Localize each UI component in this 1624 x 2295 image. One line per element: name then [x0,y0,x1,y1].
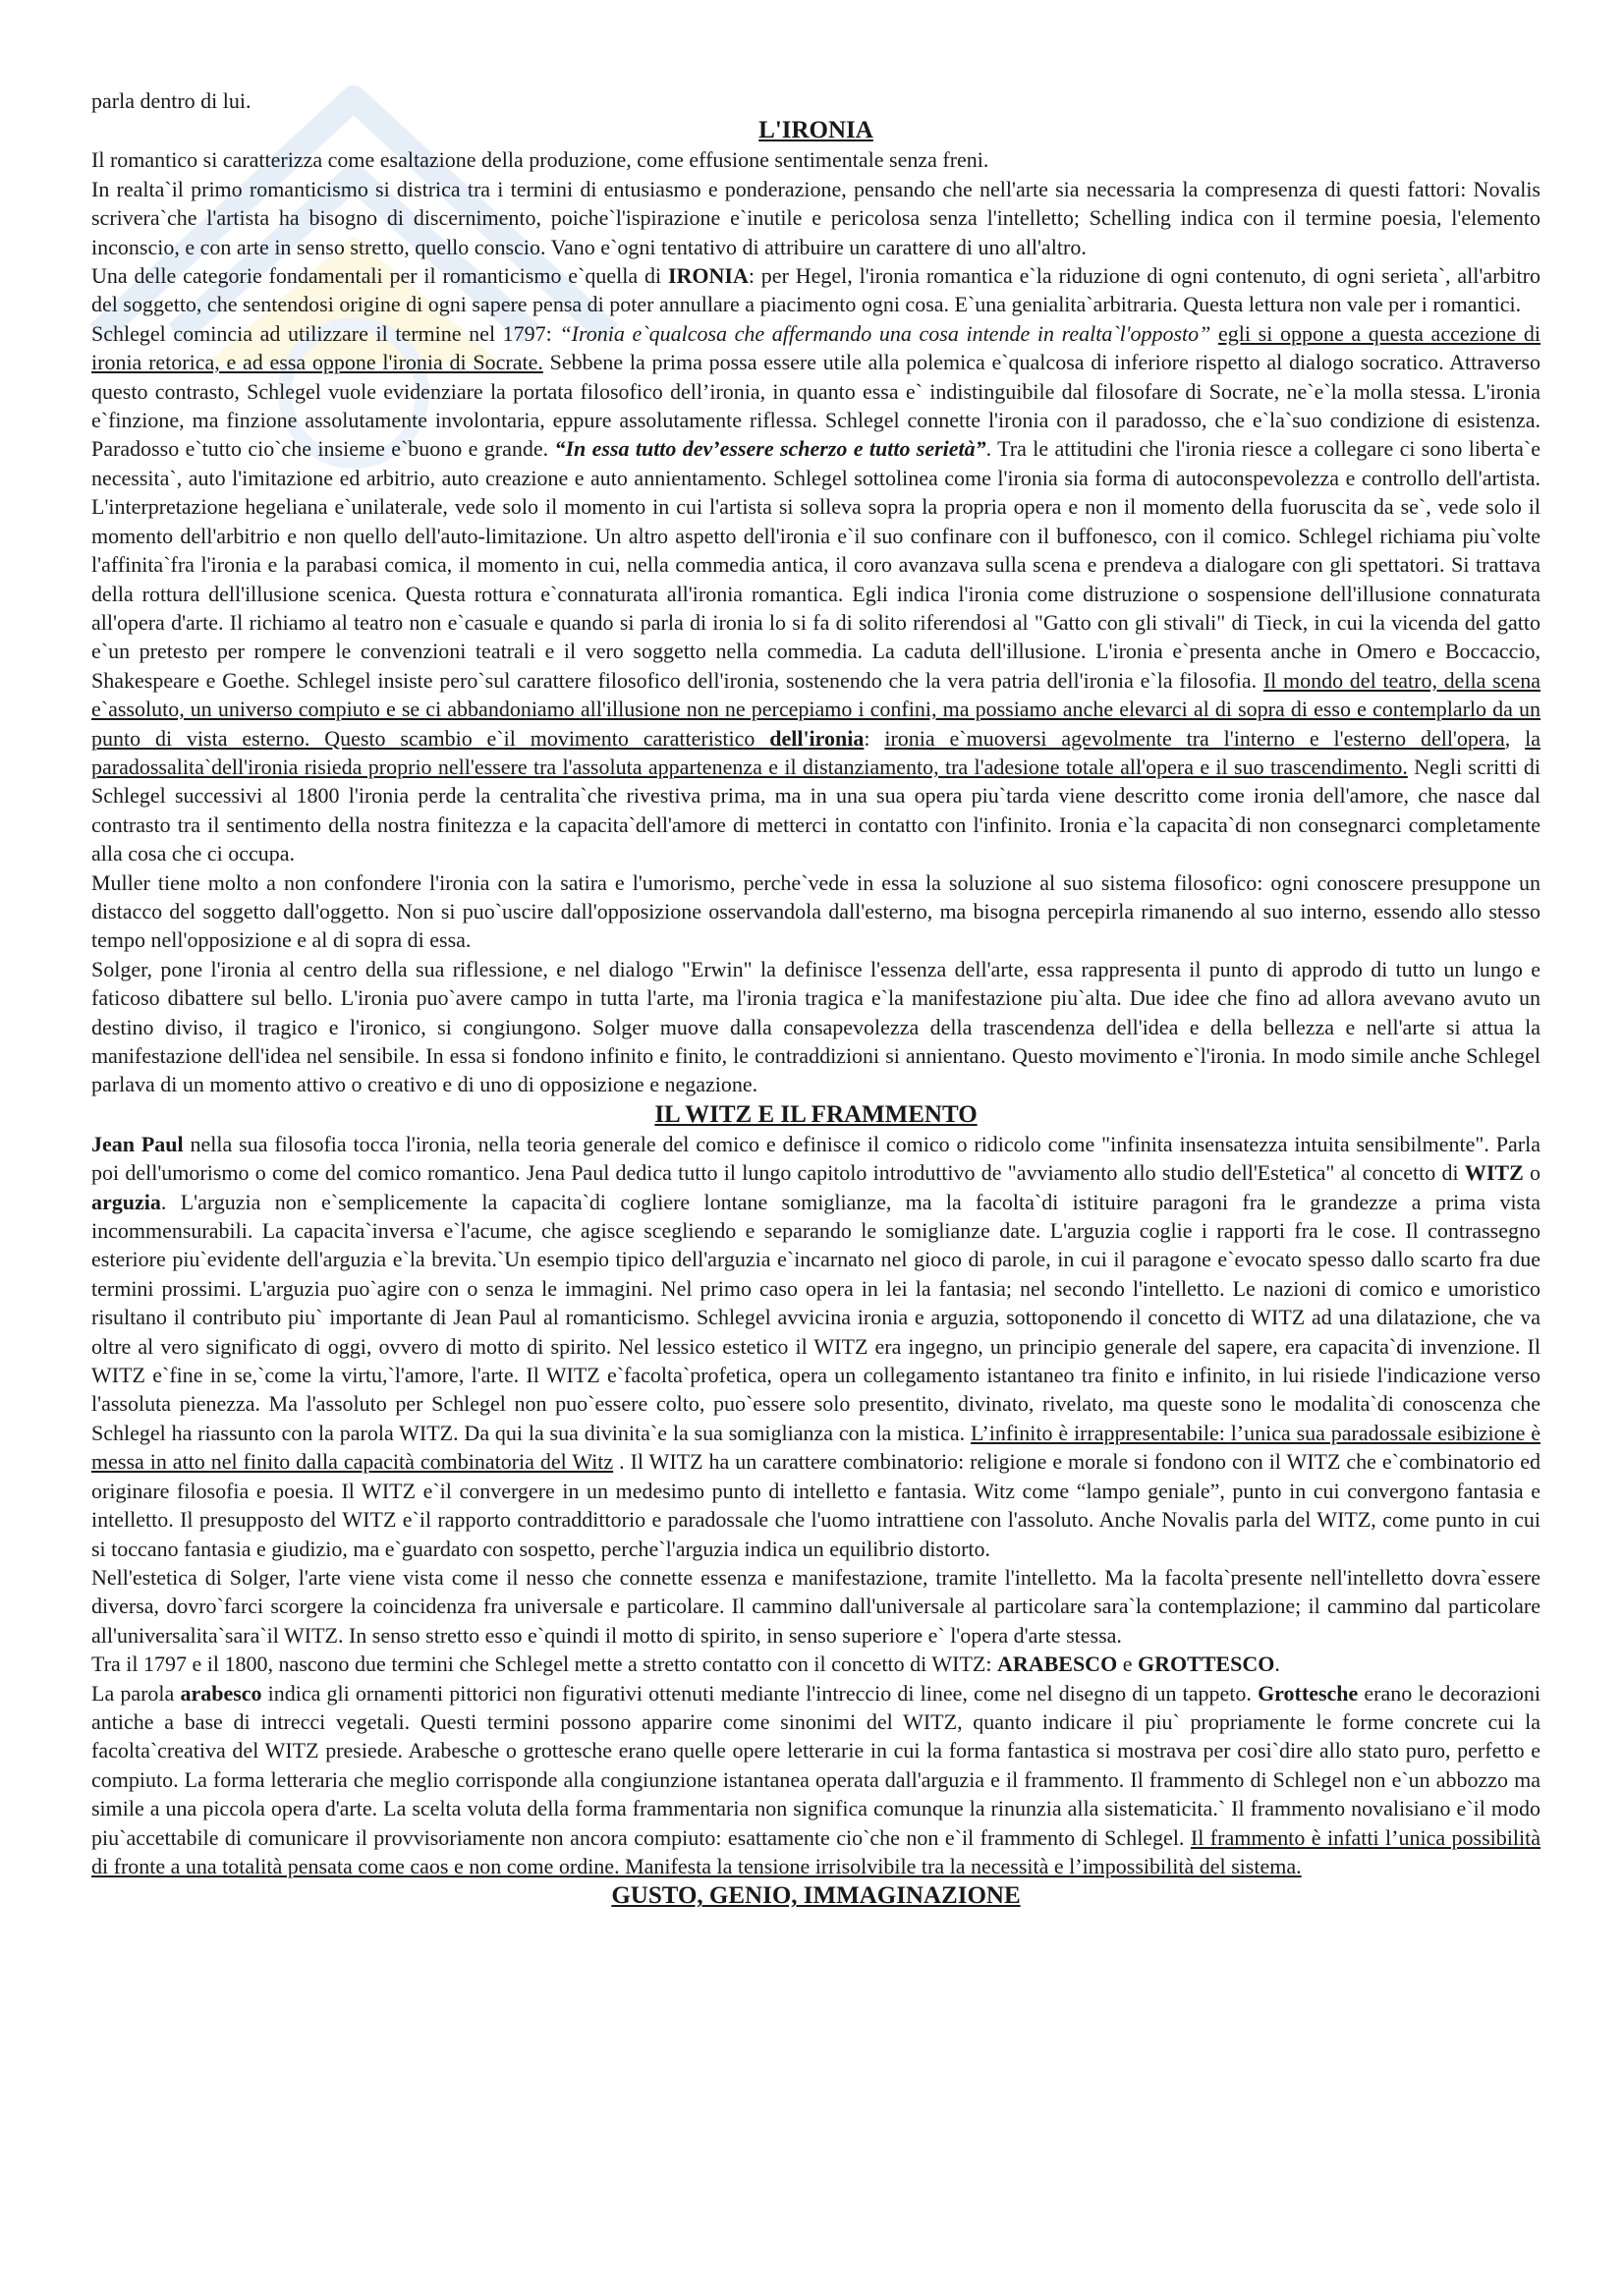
text-run: Tra il 1797 e il 1800, nascono due termini che Schlegel mette a stretto contatto con il concetto di WITZ: [91,1651,997,1677]
paragraph [91,1130,1540,1563]
text-run: . Il WITZ ha un carattere combinatorio: religione e morale si fondono con il WITZ che e`combinatorio ed originare filosofia e poesia. Il WITZ e`il convergere in un medesimo punto di intelletto e fantasia. Witz come “lampo geniale”, punto in cui convergono fantasia e intelletto. Il presupposto del WITZ e`il rapporto contraddittorio e paradossale che l'uomo intrattiene con l'assoluto. Anche Novalis parla del WITZ, come punto in cui si toccano fantasia e giudizio, ma e`guardato con sospetto, perche`l'arguzia indica un equilibrio distorto. [91,1449,1540,1561]
text-run: Solger, pone l'ironia al centro della sua riflessione, e nel dialogo "Erwin" la definisce l'essenza dell'arte, essa rappresenta il punto di approdo di tutto un lungo e faticoso dibattere sul bello. L'ironia puo`avere campo in tutta l'arte, ma l'ironia tragica e`la manifestazione piu`alta. Due idee che fino ad allora avevano avuto un destino diviso, il tragico e l'ironico, si congiungono. Solger muove dalla consapevolezza della trascendenza dell'idea e della bellezza e nell'arte si attua la manifestazione dell'idea nel sensibile. In essa si fondono infinito e finito, le contraddizioni si annientano. Questo movimento e`l'ironia. In modo simile anche Schlegel parlava di un momento attivo o creativo e di uno di opposizione e negazione. [91,956,1540,1097]
text-run: Negli scritti di Schlegel successivi al 1800 l'ironia perde la centralita`che rivestiva prima, ma in una sua opera piu`tarda viene descritto come ironia dell'amore, che nasce dal contrasto tra il sentimento della nostra finitezza e la capacita`dell'amore di metterci in contatto con l'infinito. Ironia e`la capacita`di non consegnarci completamente alla cosa che ci occupa. [91,754,1541,867]
text-run: , [1504,725,1526,751]
section-heading [91,1099,1540,1130]
text-run: ironia e`muoversi agevolmente tra l'interno e l'esterno dell'opera [884,725,1505,751]
text-run: Sebbene la prima possa essere utile alla polemica e`qualcosa di inferiore rispetto al dialogo socratico. Attraverso questo contrasto, Schlegel vuole evidenziare la portata filosofico dell’ironia, in quanto essa e` indistinguibile dal filosofare di Socrate, ne`e`la molla stessa. L'ironia e`finzione, ma finzione assolutamente involontaria, eppure assolutamente riflessa. Schlegel connette l'ironia con il paradosso, che e`la`suo condizione di esistenza. Paradosso e`tutto cio`che insieme e`buono e grande. [91,350,1540,462]
text-run: L'IRONIA [758,117,873,144]
text-run: Il mondo del teatro, della scena e`assoluto, un universo compiuto e se ci abbandoniamo all'illusione non ne percepiamo i confini, ma possiamo anche elevarci al di sopra di esso e contemplarlo da un punto di vista esterno. Questo scambio e`il movimento caratteristico [91,667,1540,751]
text-run: : [864,725,885,751]
text-run: “In essa tutto dev’essere scherzo e tutto serietà” [554,436,986,462]
section-heading [91,115,1540,145]
text-run: La parola [91,1680,181,1706]
paragraph [91,868,1540,955]
paragraph [91,955,1540,1099]
text-run: Il frammento è infatti l’unica possibilità di fronte a una totalità pensata come caos e non come ordine. Manifesta la tensione irrisolvibile tra la necessità e l’impossibilità del sistema. [91,1824,1541,1878]
text-run: . L'arguzia non e`semplicemente la capacita`di cogliere lontane somiglianze, ma la facolta`di istituire paragoni fra le grandezze a prima vista incommensurabili. La capacita`inversa e`l'acume, che agisce scegliendo e separando le somiglianze date. L'arguzia coglie i rapporti fra le cose. Il contrassegno esteriore piu`evidente dell'arguzia e`la brevita.`Un esempio tipico dell'arguzia e`incarnato nel gioco di parole, in cui il paragone e`evocato spesso dallo scarto fra due termini prossimi. L'arguzia puo`agire con o senza le immagini. Nel primo caso opera in lei la fantasia; nel secondo l'intelletto. Le nazioni di comico e umoristico risultano il contributo piu` importante di Jean Paul al romanticismo. Schlegel avvicina ironia e arguzia, sottoponendo il concetto di WITZ ad una dilatazione, che va oltre al vero significato di oggi, ovvero di motto di spirito. Nel lessico estetico il WITZ era ingegno, un principio generale del sapere, era capacita`di invenzione. Il WITZ e`fine in se,`come la virtu,`l'amore, l'arte. Il WITZ e`facolta`profetica, opera un collegamento istantaneo tra finito e infinito, in lui risiede l'indicazione verso l'assoluta pienezza. Ma l'assoluto per Schlegel non puo`essere colto, puo`essere solo presentito, divinato, rivelato, ma queste sono le modalita`di conoscenza che Schlegel ha riassunto con la parola WITZ. Da qui la sua divinita`e la sua somiglianza con la mistica. [91,1189,1540,1445]
paragraph [91,1563,1540,1650]
text-run: erano le decorazioni antiche a base di intrecci vegetali. Questi termini possono apparire come sinonimi del WITZ, quanto indicare il piu` propriamente le forme concrete cui la facolta`creativa del WITZ presiede. Arabesche o grottesche erano quelle opere letterarie in cui la forma fantastica si mostrava per cosi`dire allo stato puro, perfetto e compiuto. La forma letteraria che meglio corrisponde alla congiunzione istantanea operata dall'arguzia e il frammento. Il frammento di Schlegel non e`un abbozzo ma simile a una piccola opera d'arte. La scelta voluta della forma frammentaria non significa comunque la rinunzia alla sistematicita.` Il frammento novalisiano e`il modo piu`accettabile di comunicare il provvisoriamente non ancora compiuto: esattamente cio`che non e`il frammento di Schlegel. [91,1680,1541,1850]
paragraph [91,1679,1540,1881]
section-heading [91,1880,1540,1911]
text-run: indica gli ornamenti pittorici non figurativi ottenuti mediante l'intreccio di linee, come nel disegno di un tappeto. [261,1680,1259,1706]
text-run: WITZ [1464,1160,1524,1186]
text-run: Muller tiene molto a non confondere l'ironia con la satira e l'umorismo, perche`vede in essa la soluzione al suo sistema filosofico: ogni conoscere presuppone un distacco del soggetto dall'oggetto. Non si puo`uscire dall'opposizione osservandola dall'esterno, ma bisogna percepirla rimanendo al suo interno, essendo allo stesso tempo nell'opposizione e al di sopra di essa. [91,869,1540,953]
text-run: Nell'estetica di Solger, l'arte viene vista come il nesso che connette essenza e manifestazione, tramite l'intelletto. Ma la facolta`presente nell'intelletto dovra`essere diversa, dovro`farci scorgere la coincidenza fra universale e particolare. Il cammino dall'universale al particolare sara`la contemplazione; il cammino dal particolare all'universalita`sara`il WITZ. In senso stretto esso e`quindi il motto di spirito, in senso superiore e` l'opera d'arte stessa. [91,1564,1540,1648]
text-run: IRONIA [667,263,749,289]
text-run: : per Hegel, l'ironia romantica e`la riduzione di ogni contenuto, di ogni serieta`, all'arbitro del soggetto, che sentendosi origine di ogni sapere pensa di poter annullare a piacimento ogni cosa. E`una genialita`arbitraria. Questa lettura non vale per i romantici. [91,263,1540,317]
text-run: la paradossalita`dell'ironia risieda proprio nell'essere tra l'assoluta appartenenza e il distanziamento, tra l'adesione totale all'opera e il suo trascendimento. [91,725,1541,779]
text-run: . [1274,1651,1280,1677]
text-run: IL WITZ E IL FRAMMENTO [654,1100,978,1128]
paragraph [91,145,1540,174]
text-run: “Ironia e`qualcosa che affermando una cosa intende in realta`l'opposto” [559,320,1211,346]
text-run: Schlegel comincia ad utilizzare il termine nel 1797: [91,320,560,346]
text-run: In realta`il primo romanticismo si districa tra i termini di entusiasmo e ponderazione, pensando che nell'arte sia necessaria la compresenza di questi fattori: Novalis scrivera`che l'artista ha bisogno di discernimento, poiche`l'ispirazione e`inutile e pericolosa senza l'intelletto; Schelling indica con il termine poesia, l'elemento inconscio, e con arte in senso stretto, quello conscio. Vano e`ogni tentativo di attribuire un carattere di uno all'altro. [91,176,1540,259]
text-run: parla dentro di lui. [91,88,252,113]
text-run: Jean Paul [91,1131,184,1156]
paragraph [91,1650,1540,1678]
paragraph [91,261,1540,319]
paragraph [91,86,1540,115]
text-run: arabesco [180,1680,262,1706]
text-run: Grottesche [1258,1680,1359,1706]
text-run: dell'ironia [769,725,865,751]
paragraph [91,319,1540,868]
text-run: L’infinito è irrappresentabile: l’unica sua paradossale esibizione è messa in atto nel finito dalla capacità combinatoria del Witz [91,1420,1540,1475]
document-body [91,86,1540,1911]
text-run: Il romantico si caratterizza come esaltazione della produzione, come effusione sentimentale senza freni. [91,147,989,173]
text-run: Una delle categorie fondamentali per il romanticismo e`quella di [91,263,668,289]
text-run: GROTTESCO [1137,1651,1275,1677]
text-run: nella sua filosofia tocca l'ironia, nella teoria generale del comico e definisce il comico o ridicolo come "infinita insensatezza intuita sensibilmente". Parla poi dell'umorismo o come del comico romantico. Jena Paul dedica tutto il lungo capitolo introduttivo de "avviamento allo studio dell'Estetica" al concetto di [91,1131,1540,1186]
text-run: e [1117,1651,1138,1677]
text-run: GUSTO, GENIO, IMMAGINAZIONE [611,1882,1021,1910]
text-run [1210,321,1218,346]
text-run: ARABESCO [996,1651,1118,1677]
paragraph [91,175,1540,261]
text-run: arguzia [91,1189,161,1214]
text-run: egli si oppone a questa accezione di ironia retorica, e ad essa oppone l'ironia di Socrate. [91,320,1541,375]
text-run: o [1523,1160,1541,1186]
text-run: . Tra le attitudini che l'ironia riesce a collegare ci sono liberta`e necessita`, auto l'imitazione ed arbitrio, auto creazione e auto annientamento. Schlegel sottolinea come l'ironia sia forma di autoconspevolezza e controllo dell'artista. L'interpretazione hegeliana e`unilaterale, vede solo il momento in cui l'artista si solleva sopra la propria opera e non il momento della fuoruscita da se`, vede solo il momento dell'arbitrio e non quello dell'auto-limitazione. Un altro aspetto dell'ironia e`il suo confinare con il buffonesco, con il comico. Schlegel richiama piu`volte l'affinita`fra l'ironia e la parabasi comica, il momento in cui, nella commedia antica, il coro avanzava sulla scena e prendeva a dialogare con gli spettatori. Si trattava della rottura dell'illusione scenica. Questa rottura e`connaturata all'ironia romantica. Egli indica l'ironia come distruzione o sospensione dell'illusione connaturata all'opera d'arte. Il richiamo al teatro non e`casuale e quando si parla di ironia lo si fa di solito riferendosi al "Gatto con gli stivali" di Tieck, in cui la vicenda del gatto e`un pretesto per rompere le convenzioni teatrali e il vero soggetto nella commedia. La caduta dell'illusione. L'ironia e`presenta anche in Omero e Boccaccio, Shakespeare e Goethe. Schlegel insiste pero`sul carattere filosofico dell'ironia, sostenendo che la vera patria dell'ironia e`la filosofia. [91,436,1540,693]
